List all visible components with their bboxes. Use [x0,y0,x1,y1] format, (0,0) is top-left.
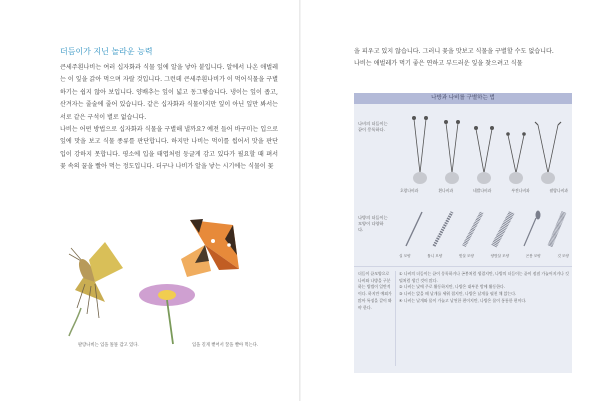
moth-antenna-name: 톱니 모양 [427,254,443,258]
note-item: ② 나비는 낮에 주로 활동하지만, 나방은 대부분 밤에 활동한다. [399,284,506,290]
antenna-head-lycaenid [506,132,526,184]
note-item: ① 나비의 더듬이는 끝이 뭉툭하거나 곤봉처럼 생겼지만, 나방의 더듬이는 끝이 점점 가늘어지거나 깃털처럼 생긴 것이 많다. [399,271,569,283]
antenna-family-name: 호랑나비과 [400,188,419,193]
moth-antenna-names [399,254,569,259]
moth-antenna-name: 빗살 모양 [458,254,474,258]
section-title: 더듬이가 지닌 놀라운 능력 [60,47,153,56]
antenna-family-name: 흰나비과 [438,188,453,193]
double-comb-antenna-shape [494,212,512,246]
butterfly-antenna-illustrations [402,113,567,188]
box-divider [354,266,572,267]
paragraph: 나비는 애벌레가 먹기 좋은 연하고 부드러운 잎을 찾으려고 식물 [354,60,523,68]
caption-butterfly: 입을 길게 뻗어서 꿀을 빨아 먹는다. [192,343,259,348]
comb-antenna-shape [464,212,482,246]
antenna-label: 나비의 더듬이는 끝이 뭉툭하다. [358,121,388,132]
right-top-text [354,46,572,71]
antenna-head-nymphalid [474,126,494,184]
antenna-family-name: 부전나비과 [511,188,530,193]
skipper-moth-illustration [35,228,135,338]
left-body-text [60,62,278,174]
sawtooth-antenna-shape [434,212,452,246]
left-page [0,0,299,401]
moth-antenna-name: 깃 모양 [557,254,569,258]
paragraph: 을 피우고 있지 않습니다. 그러니 꽃을 맛보고 식물을 구별할 수도 없습니다. [354,48,554,55]
antenna-head-pierid [444,120,460,184]
box-bottom-right-notes [399,271,569,305]
moth-antenna-name: 실 모양 [399,254,411,258]
paragraph: 나비는 어떤 방법으로 십자화과 식물을 구별해 낼까요? 예전 들어 바구미는 입으로 잎에 맛을 보고 식물 종류를 판단합니다. 하지만 나비는 먹이를 씹어서 맛을 판단 입이 강하지 못합니다. 평소에 입을 태엽처럼 둥글게 감고 있다가 필요할 때 펴서 꽃 속의 꿀을 빨아 먹는 정도입니다. 더구나 나비가 알을 낳는 시기에는 식물이 꽃 [60,126,278,171]
info-box [354,93,572,373]
note-item: ③ 나비는 앉을 때 날개를 세워 접지만, 나방은 날개를 펼친 채 앉는다. [399,291,517,297]
note-item: ④ 나비는 날개와 몸이 가늘고 날씬한 편이지만, 나방은 몸이 통통한 편이다. [399,297,527,303]
moth-antenna-name: 곤봉 모양 [525,254,541,258]
right-page [301,0,600,401]
box-vertical-divider [395,271,396,366]
butterfly-on-flower-illustration [135,215,285,345]
box-bottom-left-note: 더듬이 끝모양으로 나비와 나방을 구분하는 방법이 일반적이다. 하지만 예외가 많아 특징을 같이 봐야 한다. [358,271,392,310]
antenna-head-swallowtail [412,116,428,184]
antenna-head-skipper [535,122,561,184]
info-box-title: 나방과 나비를 구별하는 법 [354,93,572,104]
paragraph: 큰세주흰나비는 여러 십자화과 식물 잎에 알을 낳아 붙입니다. 알에서 나온 애벌레는 이 잎을 갉아 먹으며 자랄 것입니다. 그런데 큰세주흰나비가 이 먹어식물을 구별하기는 쉽지 않아 보입니다. 양배추는 잎이 넓고 동그랗습니다. 냉이는 잎이 좁고, 산겨자는 줄술에 줄어 있습니다. 같은 십자화과 식물이지만 잎이 아닌 잎만 봐서는 서로 같은 구석이 별로 없습니다. [60,64,278,121]
moth-antenna-name: 양빗살 모양 [490,254,510,258]
thread-antenna-shape [406,212,422,246]
club-antenna-shape [536,211,541,220]
antenna-family-name: 네발나비과 [472,188,492,193]
feather-antenna-shape [550,212,564,246]
moth-antenna-shapes [402,208,567,250]
moth-antenna-label: 나방의 더듬이는 모양이 다양하다. [358,215,388,232]
caption-moth: 팔랑나비는 입을 똘똘 감고 있다. [78,343,139,348]
antenna-family-names [400,188,568,194]
antenna-family-name: 팔랑나비과 [549,188,568,193]
